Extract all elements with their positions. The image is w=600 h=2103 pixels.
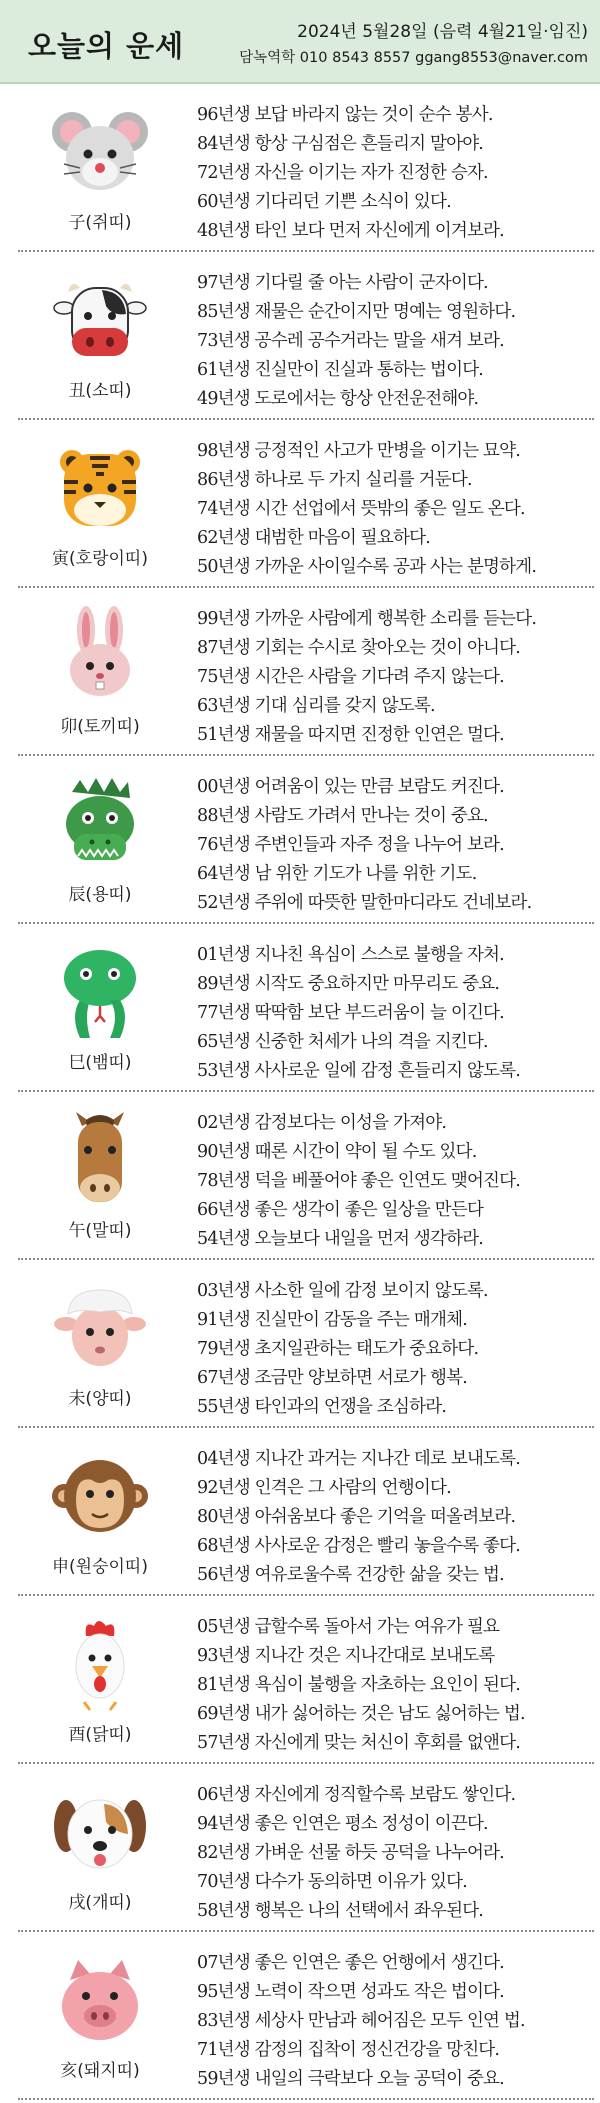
page-header — [0, 0, 600, 84]
fortune-lines — [197, 1613, 595, 1758]
fortune-line: 50년생 가까운 사이일수록 공과 사는 분명하게. — [197, 557, 537, 577]
fortune-line: 55년생 타인과의 언쟁을 조심하라. — [197, 1397, 447, 1417]
snake-icon — [50, 942, 150, 1042]
fortune-line: 87년생 기회는 수시로 찾아오는 것이 아니다. — [197, 638, 521, 658]
sheep-icon — [50, 1278, 150, 1378]
fortune-lines — [197, 605, 595, 750]
fortune-row — [0, 588, 600, 756]
row-divider — [18, 2098, 594, 2100]
fortune-line: 73년생 공수레 공수거라는 말을 새겨 보라. — [197, 331, 504, 351]
fortune-line: 68년생 사사로운 감정은 빨리 놓을수록 좋다. — [197, 1536, 521, 1556]
fortune-lines — [197, 269, 595, 414]
fortune-line: 79년생 초지일관하는 태도가 중요하다. — [197, 1339, 479, 1359]
tiger-icon — [50, 438, 150, 538]
dragon-icon — [50, 774, 150, 874]
fortune-line: 98년생 긍정적인 사고가 만병을 이기는 묘약. — [197, 441, 521, 461]
fortune-line: 69년생 내가 싫어하는 것은 남도 싫어하는 법. — [197, 1704, 525, 1724]
zodiac-name: 未(양띠) — [68, 1389, 132, 1409]
fortune-line: 82년생 가벼운 선물 하듯 공덕을 나누어라. — [197, 1843, 504, 1863]
fortune-line: 90년생 때론 시간이 약이 될 수도 있다. — [197, 1142, 477, 1162]
contact-line: 담녹역학 010 8543 8557 ggang8553@naver.com — [239, 50, 588, 66]
fortune-line: 06년생 자신에게 정직할수록 보람도 쌓인다. — [197, 1785, 516, 1805]
fortune-line: 48년생 타인 보다 먼저 자신에게 이겨보라. — [197, 221, 504, 241]
fortune-line: 05년생 급할수록 돌아서 가는 여유가 필요 — [197, 1617, 500, 1637]
horse-icon — [50, 1110, 150, 1210]
fortune-lines — [197, 1109, 595, 1254]
rooster-icon — [50, 1614, 150, 1714]
fortune-lines — [197, 1781, 595, 1926]
fortune-line: 54년생 오늘보다 내일을 먼저 생각하라. — [197, 1229, 484, 1249]
fortune-line: 74년생 시간 선업에서 뜻밖의 좋은 일도 온다. — [197, 499, 525, 519]
fortune-line: 07년생 좋은 인연은 좋은 언행에서 생긴다. — [197, 1953, 504, 1973]
fortune-line: 89년생 시작도 중요하지만 마무리도 중요. — [197, 974, 500, 994]
zodiac-name: 卯(토끼띠) — [60, 717, 140, 737]
fortune-row — [0, 924, 600, 1092]
rat-icon — [50, 102, 150, 202]
fortune-line: 61년생 진실만이 진실과 통하는 법이다. — [197, 360, 484, 380]
fortune-line: 78년생 덕을 베풀어야 좋은 인연도 맺어진다. — [197, 1171, 521, 1191]
zodiac-name: 丑(소띠) — [68, 381, 132, 401]
fortune-line: 85년생 재물은 순간이지만 명예는 영원하다. — [197, 302, 516, 322]
fortune-line: 04년생 지나간 과거는 지나간 데로 보내도록. — [197, 1449, 521, 1469]
fortune-line: 86년생 하나로 두 가지 실리를 거둔다. — [197, 470, 472, 490]
fortune-line: 02년생 감정보다는 이성을 가져야. — [197, 1113, 447, 1133]
fortune-line: 88년생 사람도 가려서 만나는 것이 중요. — [197, 806, 488, 826]
fortune-line: 53년생 사사로운 일에 감정 흔들리지 않도록. — [197, 1061, 521, 1081]
fortune-line: 57년생 자신에게 맞는 처신이 후회를 없앤다. — [197, 1733, 521, 1753]
fortune-lines — [197, 1445, 595, 1590]
fortune-row — [0, 1932, 600, 2100]
zodiac-name: 亥(돼지띠) — [60, 2061, 140, 2081]
zodiac-name: 申(원숭이띠) — [52, 1557, 148, 1577]
fortune-line: 91년생 진실만이 감동을 주는 매개체. — [197, 1310, 467, 1330]
fortune-line: 49년생 도로에서는 항상 안전운전해야. — [197, 389, 479, 409]
fortune-line: 76년생 주변인들과 자주 정을 나누어 보라. — [197, 835, 504, 855]
zodiac-name: 子(쥐띠) — [68, 213, 132, 233]
fortune-line: 59년생 내일의 극락보다 오늘 공덕이 중요. — [197, 2069, 504, 2089]
pig-icon — [50, 1950, 150, 2050]
fortune-line: 84년생 항상 구심점은 흔들리지 말아야. — [197, 134, 484, 154]
fortune-lines — [197, 1949, 595, 2094]
date-line: 2024년 5월28일 (음력 4월21일·임진) — [297, 22, 588, 42]
fortune-line: 56년생 여유로울수록 건강한 삶을 갖는 법. — [197, 1565, 504, 1585]
monkey-icon — [50, 1446, 150, 1546]
fortune-line: 95년생 노력이 작으면 성과도 작은 법이다. — [197, 1982, 504, 2002]
fortune-line: 62년생 대범한 마음이 필요하다. — [197, 528, 430, 548]
fortune-line: 00년생 어려움이 있는 만큼 보람도 커진다. — [197, 777, 504, 797]
cow-icon — [50, 270, 150, 370]
zodiac-name: 巳(뱀띠) — [68, 1053, 132, 1073]
zodiac-name: 午(말띠) — [68, 1221, 132, 1241]
fortune-line: 93년생 지나간 것은 지나간대로 보내도록 — [197, 1646, 495, 1666]
fortune-lines — [197, 101, 595, 246]
fortune-row — [0, 1596, 600, 1764]
fortune-line: 51년생 재물을 따지면 진정한 인연은 멀다. — [197, 725, 504, 745]
fortune-line: 63년생 기대 심리를 갖지 않도록. — [197, 696, 435, 716]
fortune-row — [0, 84, 600, 252]
fortune-line: 94년생 좋은 인연은 평소 정성이 이끈다. — [197, 1814, 488, 1834]
zodiac-name: 戌(개띠) — [68, 1893, 132, 1913]
fortune-lines — [197, 941, 595, 1086]
fortune-line: 01년생 지나친 욕심이 스스로 불행을 자처. — [197, 945, 504, 965]
fortune-line: 77년생 딱딱함 보단 부드러움이 늘 이긴다. — [197, 1003, 504, 1023]
fortune-line: 75년생 시간은 사람을 기다려 주지 않는다. — [197, 667, 504, 687]
fortune-line: 03년생 사소한 일에 감정 보이지 않도록. — [197, 1281, 488, 1301]
fortune-line: 71년생 감정의 집착이 정신건강을 망친다. — [197, 2040, 500, 2060]
fortune-line: 60년생 기다리던 기쁜 소식이 있다. — [197, 192, 451, 212]
fortune-line: 58년생 행복은 나의 선택에서 좌우된다. — [197, 1901, 484, 1921]
fortune-line: 92년생 인격은 그 사람의 언행이다. — [197, 1478, 451, 1498]
fortune-lines — [197, 773, 595, 918]
fortune-line: 97년생 기다릴 줄 아는 사람이 군자이다. — [197, 273, 488, 293]
fortune-row — [0, 1428, 600, 1596]
fortune-line: 52년생 주위에 따뜻한 말한마디라도 건네보라. — [197, 893, 532, 913]
fortune-line: 99년생 가까운 사람에게 행복한 소리를 듣는다. — [197, 609, 537, 629]
fortune-lines — [197, 437, 595, 582]
fortune-line: 96년생 보답 바라지 않는 것이 순수 봉사. — [197, 105, 493, 125]
fortune-line: 72년생 자신을 이기는 자가 진정한 승자. — [197, 163, 488, 183]
fortune-line: 81년생 욕심이 불행을 자초하는 요인이 된다. — [197, 1675, 521, 1695]
zodiac-name: 寅(호랑이띠) — [52, 549, 148, 569]
page-title: 오늘의 운세 — [28, 29, 185, 63]
fortune-line: 83년생 세상사 만남과 헤어짐은 모두 인연 법. — [197, 2011, 525, 2031]
fortune-row — [0, 420, 600, 588]
fortune-line: 66년생 좋은 생각이 좋은 일상을 만든다 — [197, 1200, 484, 1220]
fortune-row — [0, 1260, 600, 1428]
fortune-row — [0, 252, 600, 420]
fortune-line: 64년생 남 위한 기도가 나를 위한 기도. — [197, 864, 477, 884]
fortune-line: 70년생 다수가 동의하면 이유가 있다. — [197, 1872, 467, 1892]
zodiac-name: 辰(용띠) — [68, 885, 132, 905]
fortune-line: 65년생 신중한 처세가 나의 격을 지킨다. — [197, 1032, 488, 1052]
rabbit-icon — [50, 606, 150, 706]
fortune-row — [0, 1764, 600, 1932]
fortune-lines — [197, 1277, 595, 1422]
fortune-row — [0, 1092, 600, 1260]
fortune-row — [0, 756, 600, 924]
dog-icon — [50, 1782, 150, 1882]
fortune-line: 67년생 조금만 양보하면 서로가 행복. — [197, 1368, 467, 1388]
fortune-line: 80년생 아쉬움보다 좋은 기억을 떠올려보라. — [197, 1507, 516, 1527]
zodiac-name: 酉(닭띠) — [68, 1725, 132, 1745]
